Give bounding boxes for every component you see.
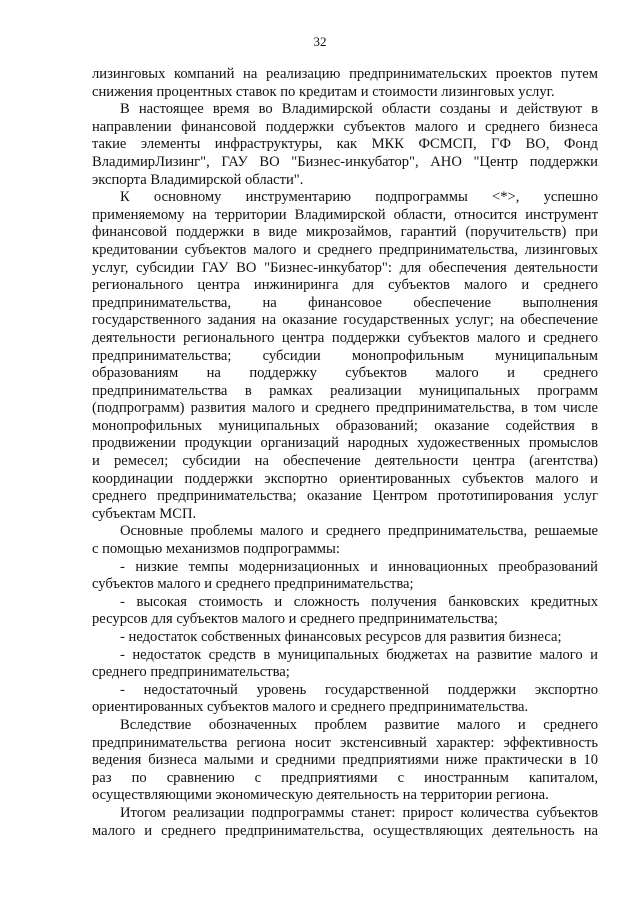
text-line: - низкие темпы модернизационных и инновационных преобразований [120,558,598,575]
paragraph [92,647,598,682]
text-line: субъектам МСП. [92,505,197,522]
text-line: Основные проблемы малого и среднего предпринимательства, решаемые [120,523,598,540]
text-line: Вследствие обозначенных проблем развитие малого и среднего [120,716,598,733]
text-line: - недостаток собственных финансовых ресурсов для развития бизнеса; [120,629,562,645]
text-line: предпринимательства в рамках реализации муниципальных программ [92,382,598,399]
text-line: субъектов малого и среднего предпринимательства; [92,576,414,593]
text-line: среднего предпринимательства; оказание Центром прототипирования услуг [92,488,598,505]
paragraph [92,559,598,594]
text-line: К основному инструментарию подпрограммы <*>, успешно [120,189,598,206]
text-line: раз по сравнению с предприятиями с иностранным капиталом, [92,769,598,786]
text-line: продвижении продукции организаций народных художественных промыслов [92,435,598,452]
text-line: координации поддержки экспортно ориентированных субъектов малого и [92,470,598,487]
text-line: - недостаток средств в муниципальных бюджетах на развитие малого и [120,646,598,663]
paragraph [92,189,598,523]
text-line: ориентированных субъектов малого и среднего предпринимательства. [92,699,529,716]
paragraph [92,594,598,629]
document-body [92,66,598,840]
text-line: финансовой поддержки в виде микрозаймов, гарантий (поручительств) при [92,224,598,241]
text-line: ведения бизнеса малыми и средними предприятиями ниже практически в 10 [92,752,598,769]
paragraph [92,523,598,558]
text-line: среднего предпринимательства; [92,664,290,681]
text-line: малого и среднего предпринимательства, осуществляющих деятельность на [92,822,598,839]
text-line: образованиям на поддержку субъектов малого и среднего [92,365,598,382]
text-line: государственного задания на оказание государственных услуг; на обеспечение [92,312,598,329]
text-line: ВладимирЛизинг", ГАУ ВО "Бизнес-инкубатор", АНО "Центр поддержки [92,153,598,170]
text-line: экспорта Владимирской области". [92,171,304,188]
text-line: применяемому на территории Владимирской области, относится инструмент [92,206,598,223]
paragraph [92,805,598,840]
text-line: предпринимательства, на финансовое обеспечение выполнения [92,294,598,311]
text-line: предпринимательства; субсидии монопрофильным муниципальным [92,347,598,364]
text-line: направлении финансовой поддержки субъектов малого и среднего бизнеса [92,118,598,135]
text-line: ресурсов для субъектов малого и среднего предпринимательства; [92,611,498,628]
paragraph [92,629,598,647]
paragraph [92,101,598,189]
text-line: лизинговых компаний на реализацию предпринимательских проектов путем [92,66,598,82]
text-line: предпринимательства региона носит экстенсивный характер: эффективность [92,734,598,751]
text-line: регионального центра инжиниринга для субъектов малого и среднего [92,277,598,294]
page-number: 32 [313,34,327,49]
text-line: деятельности регионального центра поддержки субъектов малого и среднего [92,329,598,346]
text-line: - недостаточный уровень государственной поддержки экспортно [120,681,598,698]
text-line: Итогом реализации подпрограммы станет: прирост количества субъектов [120,804,598,821]
text-line: и ремесел; субсидии на обеспечение деятельности центра (агентства) [92,453,598,470]
text-line: В настоящее время во Владимирской области созданы и действуют в [120,101,598,118]
text-line: осуществляющими экономическую деятельность на территории региона. [92,787,549,804]
paragraph [92,682,598,717]
text-line: снижения процентных ставок по кредитам и стоимости лизинговых услуг. [92,83,555,100]
paragraph [92,66,598,101]
text-line: такие элементы инфраструктуры, как МКК ФСМСП, ГФ ВО, Фонд [92,136,598,153]
text-line: с помощью механизмов подпрограммы: [92,541,340,558]
text-line: кредитовании субъектов малого и среднего предпринимательства, лизинговых [92,241,598,258]
paragraph [92,717,598,805]
text-line: монопрофильных муниципальных образований; оказание содействия в [92,417,598,434]
text-line: (подпрограмм) развития малого и среднего предпринимательства, в том числе [92,400,598,417]
text-line: - высокая стоимость и сложность получения банковских кредитных [120,593,598,610]
text-line: услуг, субсидии ГАУ ВО "Бизнес-инкубатор": для обеспечения деятельности [92,259,598,276]
